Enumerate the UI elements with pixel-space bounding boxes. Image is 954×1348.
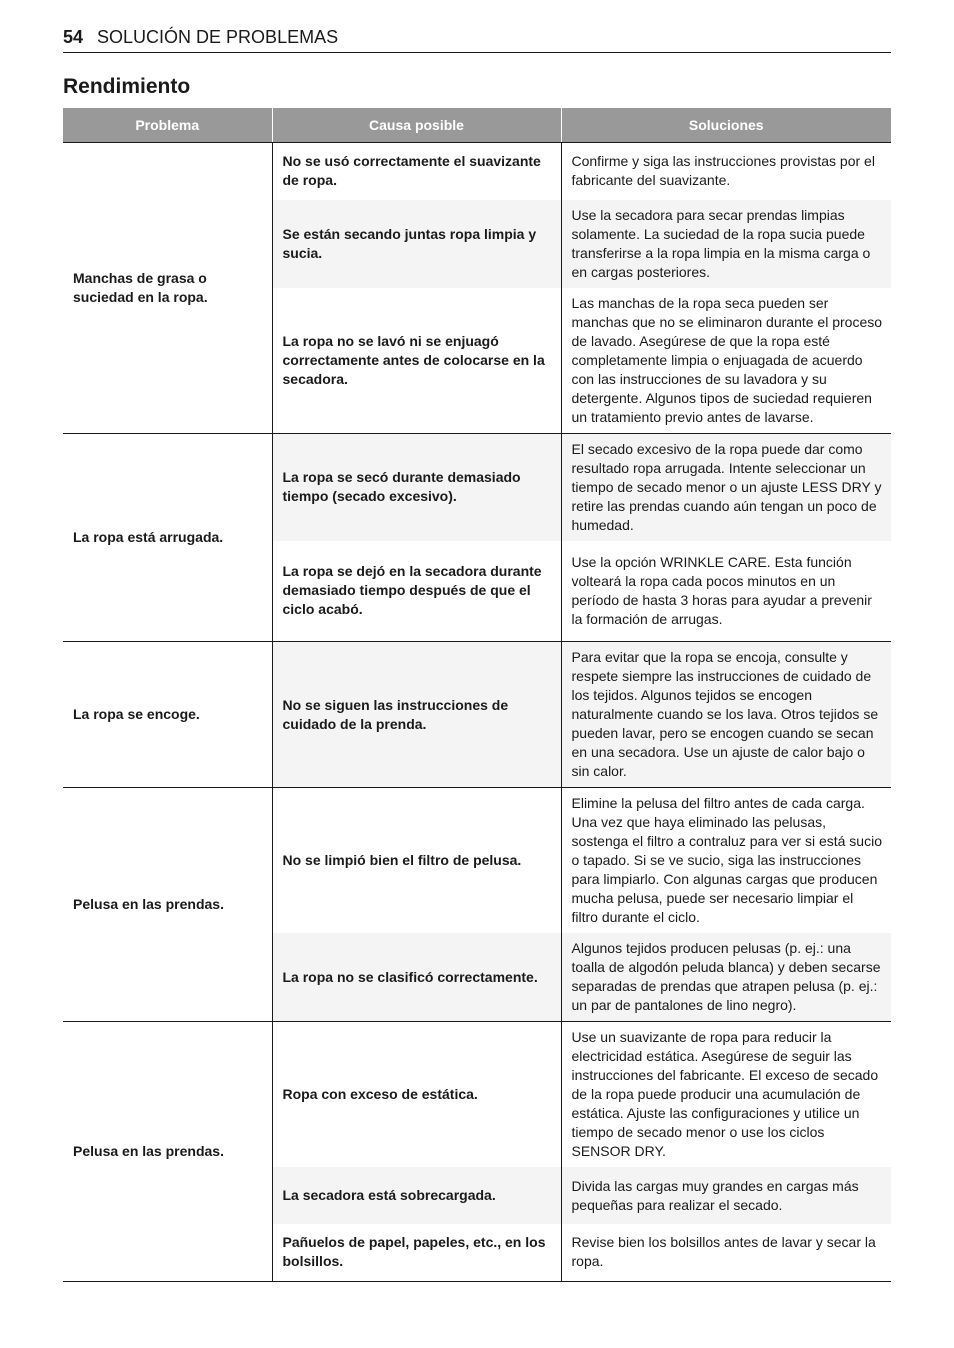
section-name: SOLUCIÓN DE PROBLEMAS bbox=[97, 27, 339, 47]
header-cause: Causa posible bbox=[272, 108, 561, 143]
section-title: Rendimiento bbox=[63, 75, 191, 98]
cause-cell: La ropa se dejó en la secadora durante demasiado tiempo después de que el ciclo acabó. bbox=[272, 541, 561, 642]
solution-cell: Use un suavizante de ropa para reducir la electricidad estática. Asegúrese de seguir las instrucciones del fabricante. El exceso de secado de la ropa puede producir una acumulación de estática. Ajuste las configuraciones y utilice un tiempo de secado menor o use los ciclos SENSOR DRY. bbox=[571, 1029, 879, 1159]
solution-cell: Elimine la pelusa del filtro antes de cada carga. Una vez que haya eliminado las pelusas, sostenga el filtro a contraluz para ver si está sucio o tapado. Si se ve sucio, siga las instrucciones para limpiarlo. Con algunas cargas que producen mucha pelusa, puede ser necesario limpiar el filtro durante el ciclo. bbox=[571, 795, 882, 925]
problem-cell: Manchas de grasa o suciedad en la ropa. bbox=[63, 143, 272, 434]
problem-cell: La ropa se encoge. bbox=[63, 642, 272, 788]
table-row bbox=[63, 143, 891, 200]
problem-cell: Pelusa en las prendas. bbox=[63, 1022, 272, 1282]
solution-cell: Use la secadora para secar prendas limpias solamente. La suciedad de la ropa sucia puede transferirse a la ropa limpia en la misma carga o en cargas posteriores. bbox=[561, 200, 891, 288]
table-row bbox=[63, 788, 891, 934]
table-row bbox=[63, 433, 891, 541]
solution-cell: Algunos tejidos producen pelusas (p. ej.: una toalla de algodón peluda blanca) y deben secarse separadas de prendas que atrapen pelusa (p. ej.: un par de pantalones de lino negro). bbox=[561, 933, 891, 1022]
cause-cell: No se limpió bien el filtro de pelusa. bbox=[272, 788, 561, 934]
page-header bbox=[63, 26, 891, 53]
cause-cell: La secadora está sobrecargada. bbox=[272, 1167, 561, 1224]
header-solutions: Soluciones bbox=[561, 108, 891, 143]
troubleshooting-table bbox=[63, 108, 891, 1282]
problem-cell: Pelusa en las prendas. bbox=[63, 788, 272, 1022]
cause-cell: La ropa no se lavó ni se enjuagó correctamente antes de colocarse en la secadora. bbox=[272, 288, 561, 434]
table-header-row bbox=[63, 108, 891, 143]
solution-cell: Revise bien los bolsillos antes de lavar y secar la ropa. bbox=[561, 1224, 891, 1281]
cause-cell: No se usó correctamente el suavizante de ropa. bbox=[272, 143, 561, 200]
solution-cell: Divida las cargas muy grandes en cargas más pequeñas para realizar el secado. bbox=[561, 1167, 891, 1224]
cause-cell: Se están secando juntas ropa limpia y sucia. bbox=[272, 200, 561, 288]
cause-cell: Pañuelos de papel, papeles, etc., en los bolsillos. bbox=[272, 1224, 561, 1281]
cause-cell: Ropa con exceso de estática. bbox=[272, 1022, 561, 1168]
solution-cell: Para evitar que la ropa se encoja, consulte y respete siempre las instrucciones de cuidado de los tejidos. Algunos tejidos se encogen naturalmente cuando se los lava. Otros tejidos se pueden lavar, pero se encogen cuando se secan en una secadora. Use un ajuste de calor bajo o sin calor. bbox=[561, 642, 891, 788]
problem-cell: La ropa está arrugada. bbox=[63, 433, 272, 642]
page-number: 54 bbox=[63, 27, 84, 47]
table-row bbox=[63, 642, 891, 788]
solution-cell: Use la opción WRINKLE CARE. Esta función volteará la ropa cada pocos minutos en un período de hasta 3 horas para ayudar a prevenir la formación de arrugas. bbox=[561, 541, 891, 642]
solution-cell: El secado excesivo de la ropa puede dar como resultado ropa arrugada. Intente seleccionar un tiempo de secado menor o un ajuste LESS DRY y retire las prendas cuando aún tengan un poco de humedad. bbox=[561, 433, 891, 541]
cause-cell: No se siguen las instrucciones de cuidado de la prenda. bbox=[272, 642, 561, 788]
solution-cell: Confirme y siga las instrucciones provistas por el fabricante del suavizante. bbox=[571, 153, 875, 189]
cause-cell: La ropa se secó durante demasiado tiempo (secado excesivo). bbox=[272, 433, 561, 541]
header-problem: Problema bbox=[63, 108, 272, 143]
table-row bbox=[63, 1022, 891, 1168]
solution-cell: Las manchas de la ropa seca pueden ser manchas que no se eliminaron durante el proceso de lavado. Asegúrese de que la ropa esté completamente limpia o enjuagada de acuerdo con las instrucciones de su lavadora y su detergente. Algunos tipos de suciedad requieren un tratamiento previo antes de lavarse. bbox=[561, 288, 891, 434]
cause-cell: La ropa no se clasificó correctamente. bbox=[272, 933, 561, 1022]
